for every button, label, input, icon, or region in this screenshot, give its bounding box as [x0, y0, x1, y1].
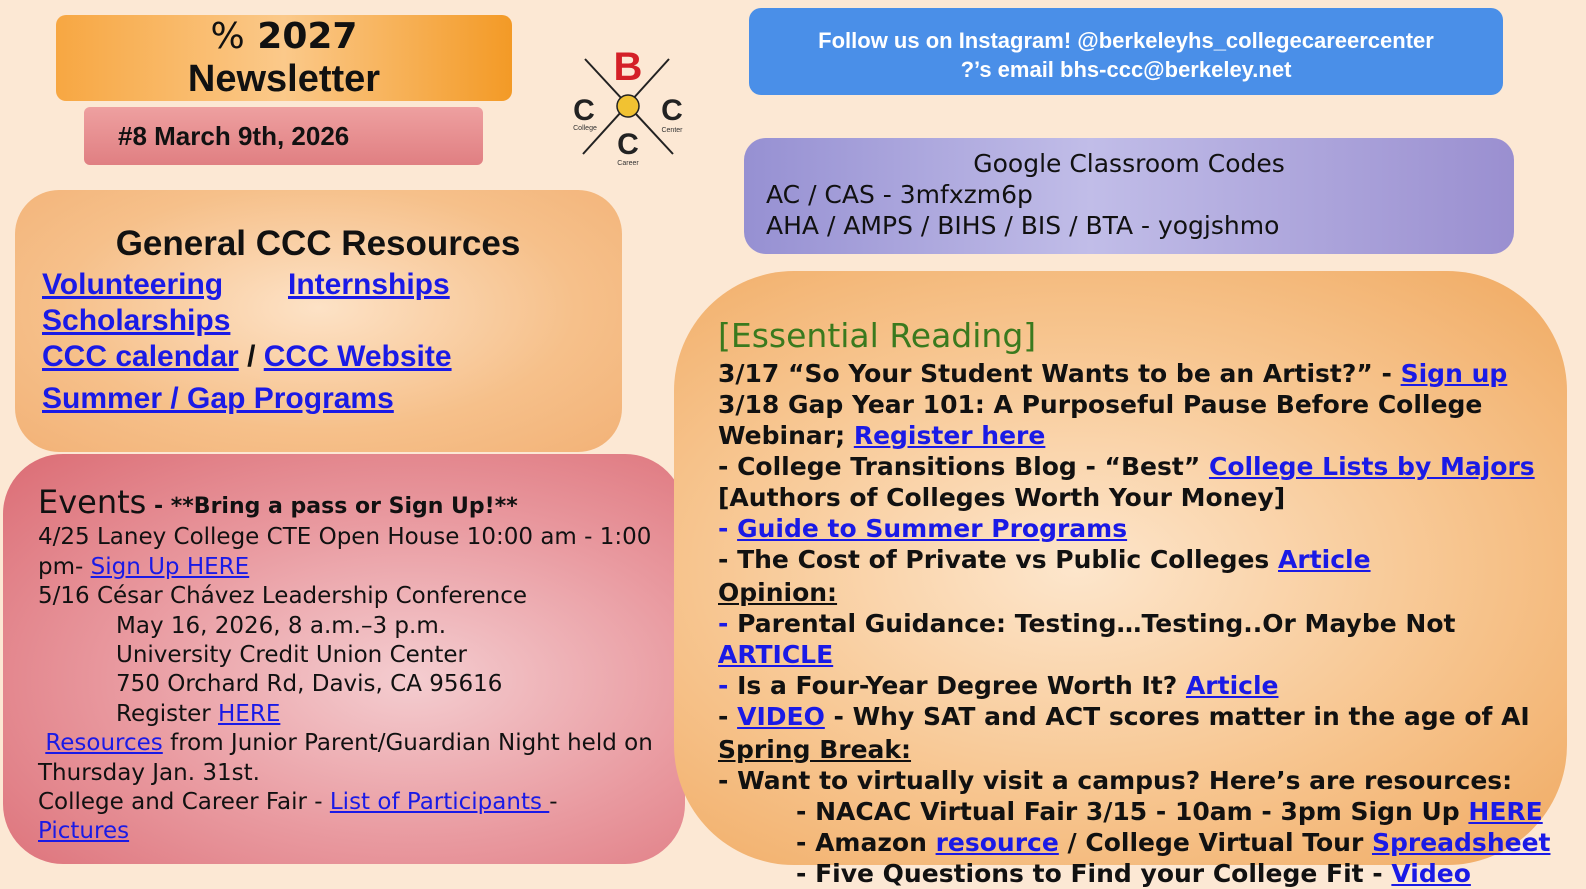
chavez-register-link[interactable]: HERE	[218, 700, 281, 727]
reading-gap-year	[718, 389, 1558, 451]
title-year-line	[56, 15, 512, 59]
junior-night-resources-text: from Junior Parent/Guardian Night held on Thursday Jan. 31st.	[38, 730, 653, 786]
college-fit-video-link[interactable]: Video	[1391, 859, 1471, 888]
nacac-signup-link[interactable]: HERE	[1468, 797, 1543, 826]
amazon-resource-link[interactable]: resource	[935, 828, 1059, 857]
newsletter-title-banner	[56, 15, 512, 101]
spring-college-fit	[718, 858, 1558, 889]
logo-letter-c-right: C	[661, 94, 683, 127]
event-chavez-address: 750 Orchard Rd, Davis, CA 95616	[116, 671, 503, 698]
events-content	[38, 483, 678, 847]
opinion-heading: Opinion:	[718, 578, 838, 607]
reading-authors-note: [Authors of Colleges Worth Your Money]	[718, 483, 1286, 512]
ccc-calendar-link[interactable]: CCC calendar	[42, 340, 239, 373]
virtual-tour-spreadsheet-link[interactable]: Spreadsheet	[1371, 828, 1551, 857]
summer-gap-programs-link[interactable]: Summer / Gap Programs	[42, 382, 394, 415]
scholarships-link[interactable]: Scholarships	[42, 304, 231, 337]
reading-college-lists	[718, 451, 1558, 482]
pictures-link[interactable]: Pictures	[38, 818, 130, 845]
spring-amazon	[718, 827, 1558, 858]
logo-letter-b: B	[613, 45, 643, 89]
opinion-degree-text: Is a Four-Year Degree Worth It?	[737, 671, 1186, 700]
career-fair-dash: -	[549, 789, 558, 816]
internships-link[interactable]: Internships	[288, 268, 450, 301]
issue-date-badge: #8 March 9th, 2026	[84, 107, 483, 165]
resources-separator: /	[238, 340, 264, 373]
reading-cost	[718, 544, 1558, 575]
email-line: ?’s email bhs-ccc@berkeley.net	[960, 57, 1292, 82]
logo-letter-c-left: C	[573, 94, 595, 127]
bee-icon	[617, 95, 639, 117]
career-fair-pictures	[38, 817, 678, 846]
reading-content	[718, 314, 1558, 889]
reading-cost-text: - The Cost of Private vs Public Colleges	[718, 545, 1279, 574]
opinion-testing	[718, 608, 1558, 670]
classroom-code-academies: AHA / AMPS / BIHS / BIS / BTA - yogjshmo	[766, 211, 1280, 240]
career-fair-text: College and Career Fair -	[38, 789, 330, 816]
events-heading: Events	[38, 483, 147, 521]
bhs-ccc-logo	[565, 44, 685, 170]
reading-college-lists-text: - College Transitions Blog - “Best”	[718, 452, 1209, 481]
opinion-degree-dash: -	[718, 671, 738, 700]
participants-link[interactable]: List of Participants	[329, 789, 550, 816]
spring-break-intro: - Want to virtually visit a campus? Here’s are resources:	[718, 766, 1513, 795]
summer-guide-link[interactable]: Guide to Summer Programs	[737, 514, 1128, 543]
sat-act-video-link[interactable]: VIDEO	[737, 702, 825, 731]
resources-row-3	[42, 340, 452, 374]
volunteering-link[interactable]: Volunteering	[42, 268, 224, 301]
event-chavez-register	[38, 700, 678, 729]
resources-row-4	[42, 382, 394, 416]
degree-article-link[interactable]: Article	[1185, 671, 1279, 700]
event-chavez-register-label: Register	[116, 700, 219, 727]
reading-gap-year-text: 3/18 Gap Year 101: A Purposeful Pause Before College Webinar;	[718, 390, 1483, 450]
opinion-degree	[718, 670, 1558, 701]
title-newsletter: Newsletter	[187, 58, 381, 100]
reading-artist-text: 3/17 “So Your Student Wants to be an Artist?” -	[718, 359, 1401, 388]
college-lists-link[interactable]: College Lists by Majors	[1208, 452, 1535, 481]
spring-nacac	[718, 796, 1558, 827]
career-fair	[38, 788, 678, 817]
opinion-testing-dash: -	[718, 609, 738, 638]
reading-summer-dash: -	[718, 514, 738, 543]
spring-college-fit-text: - Five Questions to Find your College Fit -	[796, 859, 1392, 888]
logo-letter-c-bottom: C	[617, 128, 639, 161]
event-chavez-venue: University Credit Union Center	[116, 642, 467, 669]
spring-amazon-text: - Amazon	[796, 828, 936, 857]
cost-article-link[interactable]: Article	[1278, 545, 1371, 574]
resources-title: General CCC Resources	[115, 224, 521, 263]
event-chavez-date: May 16, 2026, 8 a.m.–3 p.m.	[116, 612, 447, 639]
gap-year-register-link[interactable]: Register here	[853, 421, 1046, 450]
artist-signup-link[interactable]: Sign up	[1400, 359, 1508, 388]
logo-label-college: College	[573, 125, 597, 132]
percent-symbol: %	[210, 16, 245, 57]
event-chavez-title: 5/16 César Chávez Leadership Conference	[38, 583, 528, 610]
ccc-website-link[interactable]: CCC Website	[263, 340, 452, 373]
logo-label-center: Center	[661, 127, 683, 134]
event-laney-text: 4/25 Laney College CTE Open House 10:00 am - 1:00 pm-	[38, 524, 652, 580]
logo-label-career: Career	[617, 160, 639, 167]
opinion-video-dash: -	[718, 702, 738, 731]
junior-night-resources-link[interactable]: Resources	[45, 730, 163, 757]
reading-title: [Essential Reading]	[718, 316, 1037, 355]
classroom-codes-title: Google Classroom Codes	[973, 149, 1285, 178]
events-heading-line	[38, 483, 678, 521]
events-heading-note: - **Bring a pass or Sign Up!**	[146, 494, 518, 519]
resources-row-1b	[288, 268, 450, 302]
testing-article-link[interactable]: ARTICLE	[718, 640, 834, 669]
contact-banner	[749, 8, 1503, 95]
opinion-testing-text: Parental Guidance: Testing…Testing..Or Maybe Not	[737, 609, 1456, 638]
junior-night-resources	[38, 729, 678, 788]
resources-row-2	[42, 304, 230, 338]
laney-signup-link[interactable]: Sign Up HERE	[90, 553, 250, 580]
event-laney	[38, 523, 678, 582]
spring-nacac-text: - NACAC Virtual Fair 3/15 - 10am - 3pm Sign Up	[796, 797, 1469, 826]
instagram-line: Follow us on Instagram! @berkeleyhs_collegecareercenter	[818, 28, 1434, 53]
classroom-code-ac-cas: AC / CAS - 3mfxzm6p	[766, 180, 1033, 209]
spring-virtual-tour-text: / College Virtual Tour	[1058, 828, 1372, 857]
classroom-codes-panel	[744, 138, 1514, 254]
opinion-video	[718, 701, 1558, 732]
opinion-video-text: - Why SAT and ACT scores matter in the age of AI	[824, 702, 1530, 731]
spring-break-heading: Spring Break:	[718, 735, 912, 764]
title-year: 2027	[257, 16, 358, 57]
resources-row-1	[42, 268, 223, 302]
reading-artist-webinar	[718, 358, 1558, 389]
reading-summer-guide	[718, 513, 1558, 544]
